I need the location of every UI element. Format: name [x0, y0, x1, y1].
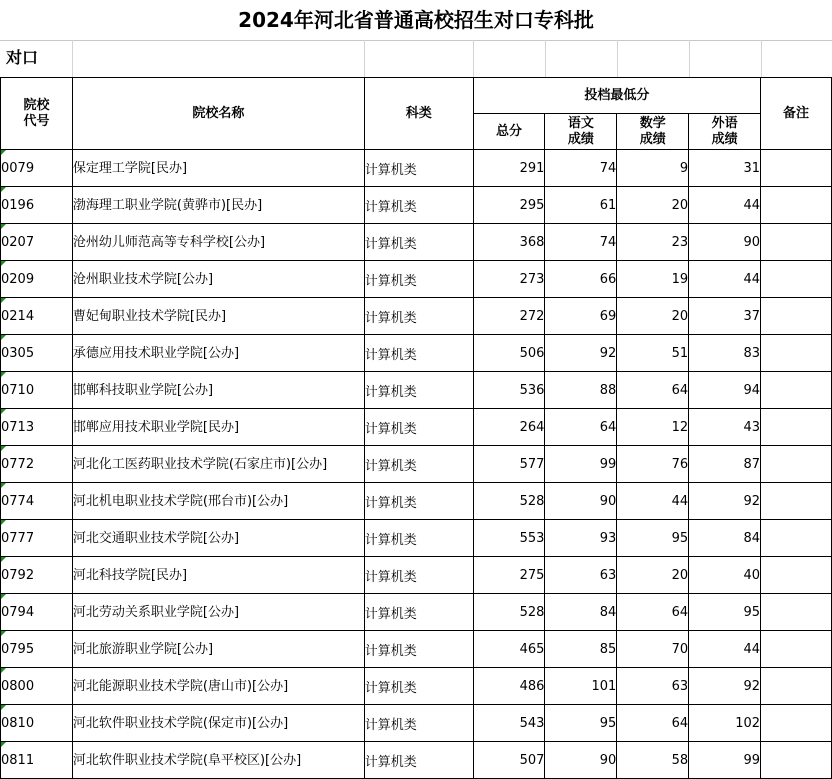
foreign-score-cell[interactable]: 99 — [689, 742, 761, 779]
table-row — [1, 372, 832, 409]
header-school-name[interactable]: 院校名称 — [72, 78, 364, 150]
table-row — [1, 668, 832, 705]
table-row — [1, 150, 832, 187]
note-cell[interactable] — [761, 668, 832, 705]
note-cell[interactable] — [761, 446, 832, 483]
sheet-row-divider — [0, 40, 832, 41]
chinese-score-cell[interactable]: 85 — [545, 631, 617, 668]
chinese-score-cell[interactable]: 66 — [545, 261, 617, 298]
foreign-score-cell[interactable]: 92 — [689, 668, 761, 705]
foreign-score-cell[interactable]: 31 — [689, 150, 761, 187]
chinese-score-cell[interactable]: 64 — [545, 409, 617, 446]
math-score-cell[interactable]: 19 — [617, 261, 689, 298]
foreign-score-cell[interactable]: 44 — [689, 261, 761, 298]
foreign-score-cell[interactable]: 43 — [689, 409, 761, 446]
foreign-score-cell[interactable]: 87 — [689, 446, 761, 483]
sheet-column-guide — [617, 40, 618, 77]
chinese-score-cell[interactable]: 93 — [545, 520, 617, 557]
table-row — [1, 557, 832, 594]
school-name-cell[interactable]: 邯郸科技职业学院[公办] — [72, 372, 364, 409]
school-code-cell[interactable]: 0713 — [1, 409, 73, 446]
foreign-score-cell[interactable]: 37 — [689, 298, 761, 335]
foreign-score-cell[interactable]: 90 — [689, 224, 761, 261]
header-total-score[interactable]: 总分 — [473, 114, 545, 150]
header-math-score[interactable]: 数学 成绩 — [617, 114, 689, 150]
school-code-cell[interactable]: 0209 — [1, 261, 73, 298]
category-cell[interactable]: 计算机类 — [364, 520, 473, 557]
category-cell[interactable]: 计算机类 — [364, 261, 473, 298]
foreign-score-cell[interactable]: 44 — [689, 187, 761, 224]
school-code-cell[interactable]: 0777 — [1, 520, 73, 557]
table-row — [1, 483, 832, 520]
school-name-cell[interactable]: 河北软件职业技术学院(保定市)[公办] — [72, 705, 364, 742]
category-cell[interactable]: 计算机类 — [364, 705, 473, 742]
table-row — [1, 224, 832, 261]
category-cell[interactable]: 计算机类 — [364, 446, 473, 483]
category-cell[interactable]: 计算机类 — [364, 668, 473, 705]
math-score-cell[interactable]: 9 — [617, 150, 689, 187]
total-score-cell[interactable]: 507 — [473, 742, 545, 779]
chinese-score-cell[interactable]: 95 — [545, 705, 617, 742]
table-row — [1, 631, 832, 668]
foreign-score-cell[interactable]: 44 — [689, 631, 761, 668]
foreign-score-cell[interactable]: 92 — [689, 483, 761, 520]
total-score-cell[interactable]: 486 — [473, 668, 545, 705]
school-code-cell[interactable]: 0794 — [1, 594, 73, 631]
math-score-cell[interactable]: 58 — [617, 742, 689, 779]
foreign-score-cell[interactable]: 94 — [689, 372, 761, 409]
chinese-score-cell[interactable]: 90 — [545, 483, 617, 520]
foreign-score-cell[interactable]: 102 — [689, 705, 761, 742]
note-cell[interactable] — [761, 483, 832, 520]
note-cell[interactable] — [761, 742, 832, 779]
header-note[interactable]: 备注 — [761, 78, 832, 150]
math-score-cell[interactable]: 64 — [617, 594, 689, 631]
school-name-cell[interactable]: 河北科技学院[民办] — [72, 557, 364, 594]
chinese-score-cell[interactable]: 84 — [545, 594, 617, 631]
category-cell[interactable]: 计算机类 — [364, 594, 473, 631]
sheet-column-guide — [545, 40, 546, 77]
school-code-cell[interactable]: 0792 — [1, 557, 73, 594]
school-name-cell[interactable]: 河北旅游职业学院[公办] — [72, 631, 364, 668]
chinese-score-cell[interactable]: 88 — [545, 372, 617, 409]
school-code-cell[interactable]: 0196 — [1, 187, 73, 224]
section-label: 对口 — [6, 48, 39, 67]
header-category[interactable]: 科类 — [364, 78, 473, 150]
chinese-score-cell[interactable]: 61 — [545, 187, 617, 224]
school-name-cell[interactable]: 承德应用技术职业学院[公办] — [72, 335, 364, 372]
header-min-score-group[interactable]: 投档最低分 — [473, 78, 760, 114]
total-score-cell[interactable]: 272 — [473, 298, 545, 335]
chinese-score-cell[interactable]: 90 — [545, 742, 617, 779]
category-cell[interactable]: 计算机类 — [364, 224, 473, 261]
table-row — [1, 261, 832, 298]
math-score-cell[interactable]: 95 — [617, 520, 689, 557]
school-code-cell[interactable]: 0811 — [1, 742, 73, 779]
table-row — [1, 446, 832, 483]
header-foreign-score[interactable]: 外语 成绩 — [689, 114, 761, 150]
foreign-score-cell[interactable]: 95 — [689, 594, 761, 631]
header-chinese-score[interactable]: 语文 成绩 — [545, 114, 617, 150]
chinese-score-cell[interactable]: 101 — [545, 668, 617, 705]
note-cell[interactable] — [761, 372, 832, 409]
school-name-cell[interactable]: 河北劳动关系职业学院[公办] — [72, 594, 364, 631]
category-cell[interactable]: 计算机类 — [364, 150, 473, 187]
school-name-cell[interactable]: 保定理工学院[民办] — [72, 150, 364, 187]
table-row — [1, 742, 832, 779]
foreign-score-cell[interactable]: 40 — [689, 557, 761, 594]
table-row — [1, 705, 832, 742]
math-score-cell[interactable]: 64 — [617, 372, 689, 409]
note-cell[interactable] — [761, 298, 832, 335]
note-cell[interactable] — [761, 261, 832, 298]
table-row — [1, 298, 832, 335]
math-score-cell[interactable]: 20 — [617, 298, 689, 335]
total-score-cell[interactable]: 528 — [473, 483, 545, 520]
total-score-cell[interactable]: 465 — [473, 631, 545, 668]
note-cell[interactable] — [761, 594, 832, 631]
category-cell[interactable]: 计算机类 — [364, 483, 473, 520]
school-name-cell[interactable]: 沧州幼儿师范高等专科学校[公办] — [72, 224, 364, 261]
table-row — [1, 187, 832, 224]
school-code-cell[interactable]: 0795 — [1, 631, 73, 668]
school-name-cell[interactable]: 河北机电职业技术学院(邢台市)[公办] — [72, 483, 364, 520]
note-cell[interactable] — [761, 187, 832, 224]
category-cell[interactable]: 计算机类 — [364, 298, 473, 335]
total-score-cell[interactable]: 368 — [473, 224, 545, 261]
math-score-cell[interactable]: 12 — [617, 409, 689, 446]
math-score-cell[interactable]: 76 — [617, 446, 689, 483]
math-score-cell[interactable]: 44 — [617, 483, 689, 520]
total-score-cell[interactable]: 536 — [473, 372, 545, 409]
note-cell[interactable] — [761, 150, 832, 187]
school-code-cell[interactable]: 0810 — [1, 705, 73, 742]
math-score-cell[interactable]: 70 — [617, 631, 689, 668]
category-cell[interactable]: 计算机类 — [364, 187, 473, 224]
school-name-cell[interactable]: 曹妃甸职业技术学院[民办] — [72, 298, 364, 335]
school-code-cell[interactable]: 0772 — [1, 446, 73, 483]
school-name-cell[interactable]: 渤海理工职业学院(黄骅市)[民办] — [72, 187, 364, 224]
admission-score-table — [0, 77, 832, 779]
sheet-column-guide — [761, 40, 762, 77]
total-score-cell[interactable]: 295 — [473, 187, 545, 224]
note-cell[interactable] — [761, 409, 832, 446]
category-cell[interactable]: 计算机类 — [364, 557, 473, 594]
school-code-cell[interactable]: 0774 — [1, 483, 73, 520]
foreign-score-cell[interactable]: 84 — [689, 520, 761, 557]
table-row — [1, 520, 832, 557]
table-row — [1, 409, 832, 446]
table-row — [1, 335, 832, 372]
category-cell[interactable]: 计算机类 — [364, 631, 473, 668]
category-cell[interactable]: 计算机类 — [364, 409, 473, 446]
school-code-cell[interactable]: 0207 — [1, 224, 73, 261]
category-cell[interactable]: 计算机类 — [364, 742, 473, 779]
total-score-cell[interactable]: 275 — [473, 557, 545, 594]
total-score-cell[interactable]: 506 — [473, 335, 545, 372]
school-name-cell[interactable]: 河北能源职业技术学院(唐山市)[公办] — [72, 668, 364, 705]
sheet-column-guide — [473, 40, 474, 77]
school-code-cell[interactable]: 0305 — [1, 335, 73, 372]
school-name-cell[interactable]: 邯郸应用技术职业学院[民办] — [72, 409, 364, 446]
school-name-cell[interactable]: 河北化工医药职业技术学院(石家庄市)[公办] — [72, 446, 364, 483]
school-name-cell[interactable]: 沧州职业技术学院[公办] — [72, 261, 364, 298]
math-score-cell[interactable]: 64 — [617, 705, 689, 742]
foreign-score-cell[interactable]: 83 — [689, 335, 761, 372]
sheet-column-guide — [72, 40, 73, 77]
school-code-cell[interactable]: 0214 — [1, 298, 73, 335]
math-score-cell[interactable]: 20 — [617, 187, 689, 224]
school-code-cell[interactable]: 0079 — [1, 150, 73, 187]
math-score-cell[interactable]: 51 — [617, 335, 689, 372]
total-score-cell[interactable]: 528 — [473, 594, 545, 631]
chinese-score-cell[interactable]: 99 — [545, 446, 617, 483]
chinese-score-cell[interactable]: 63 — [545, 557, 617, 594]
math-score-cell[interactable]: 23 — [617, 224, 689, 261]
sheet-column-guide — [689, 40, 690, 77]
note-cell[interactable] — [761, 520, 832, 557]
school-name-cell[interactable]: 河北交通职业技术学院[公办] — [72, 520, 364, 557]
math-score-cell[interactable]: 20 — [617, 557, 689, 594]
note-cell[interactable] — [761, 335, 832, 372]
page-title: 2024年河北省普通高校招生对口专科批 — [238, 8, 594, 32]
category-cell[interactable]: 计算机类 — [364, 372, 473, 409]
note-cell[interactable] — [761, 705, 832, 742]
school-code-cell[interactable]: 0800 — [1, 668, 73, 705]
table-row — [1, 594, 832, 631]
total-score-cell[interactable]: 291 — [473, 150, 545, 187]
total-score-cell[interactable]: 273 — [473, 261, 545, 298]
school-code-cell[interactable]: 0710 — [1, 372, 73, 409]
note-cell[interactable] — [761, 631, 832, 668]
note-cell[interactable] — [761, 557, 832, 594]
total-score-cell[interactable]: 553 — [473, 520, 545, 557]
math-score-cell[interactable]: 63 — [617, 668, 689, 705]
category-cell[interactable]: 计算机类 — [364, 335, 473, 372]
total-score-cell[interactable]: 264 — [473, 409, 545, 446]
total-score-cell[interactable]: 543 — [473, 705, 545, 742]
school-name-cell[interactable]: 河北软件职业技术学院(阜平校区)[公办] — [72, 742, 364, 779]
total-score-cell[interactable]: 577 — [473, 446, 545, 483]
note-cell[interactable] — [761, 224, 832, 261]
header-school-code[interactable]: 院校 代号 — [1, 78, 73, 150]
chinese-score-cell[interactable]: 74 — [545, 150, 617, 187]
chinese-score-cell[interactable]: 92 — [545, 335, 617, 372]
sheet-column-guide — [364, 40, 365, 77]
chinese-score-cell[interactable]: 69 — [545, 298, 617, 335]
chinese-score-cell[interactable]: 74 — [545, 224, 617, 261]
